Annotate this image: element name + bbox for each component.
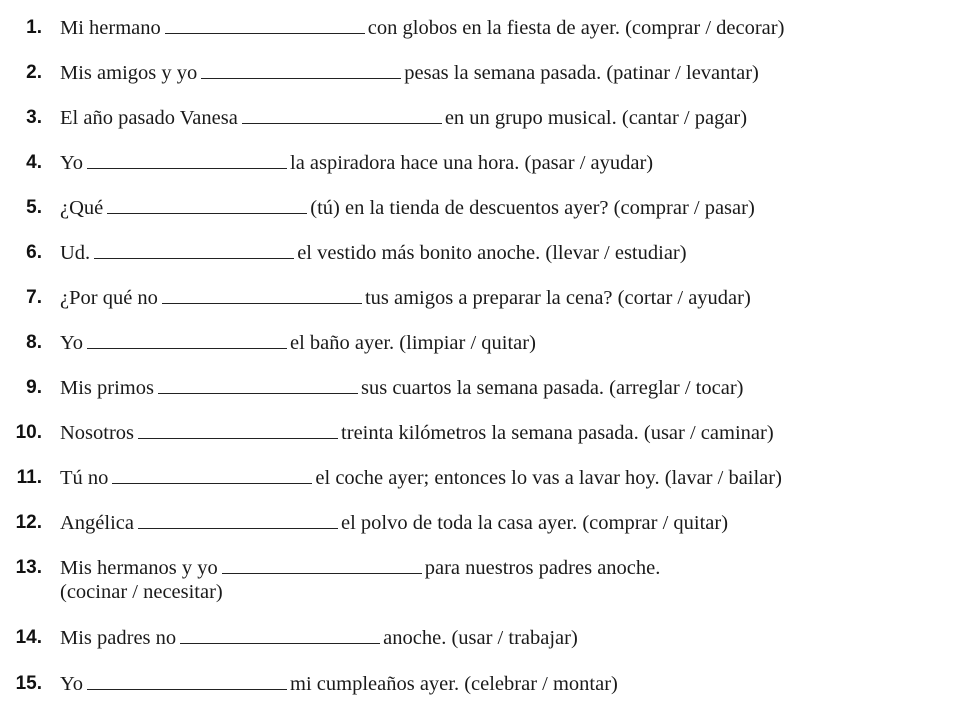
answer-blank[interactable] [87, 672, 287, 690]
item-number: 12. [15, 512, 42, 533]
sentence-end: la aspiradora hace una hora. (pasar / ayudar) [290, 152, 654, 174]
answer-blank[interactable] [201, 61, 401, 79]
sentence-end: anoche. (usar / trabajar) [383, 627, 578, 649]
item-number: 7. [26, 287, 42, 308]
item-sentence [60, 421, 774, 445]
sentence-start: ¿Por qué no [60, 287, 158, 309]
answer-blank[interactable] [112, 466, 312, 484]
sentence-end: mi cumpleaños ayer. (celebrar / montar) [290, 673, 618, 695]
answer-blank[interactable] [222, 556, 422, 574]
answer-blank[interactable] [87, 331, 287, 349]
answer-blank[interactable] [242, 106, 442, 124]
sentence-start: ¿Qué [60, 197, 104, 219]
item-number: 1. [26, 17, 42, 38]
answer-blank[interactable] [94, 241, 294, 259]
item-number: 2. [26, 62, 42, 83]
sentence-start: Mi hermano [60, 17, 161, 39]
item-sentence [60, 286, 751, 310]
item-sentence [60, 331, 536, 355]
sentence-options: (cocinar / necesitar) [60, 581, 223, 603]
answer-blank[interactable] [138, 421, 338, 439]
sentence-end: en un grupo musical. (cantar / pagar) [444, 107, 748, 129]
answer-blank[interactable] [180, 626, 380, 644]
item-sentence [60, 151, 653, 175]
answer-blank[interactable] [87, 151, 287, 169]
item-sentence [60, 672, 618, 696]
answer-blank[interactable] [158, 376, 358, 394]
sentence-end: (tú) en la tienda de descuentos ayer? (comprar / pasar) [310, 197, 755, 219]
sentence-start: Yo [60, 332, 84, 354]
sentence-start: Ud. [60, 242, 91, 264]
item-sentence [60, 241, 687, 265]
answer-blank[interactable] [162, 286, 362, 304]
item-sentence [60, 106, 747, 130]
sentence-start: Angélica [60, 512, 134, 534]
item-number: 13. [15, 557, 42, 578]
sentence-end: tus amigos a preparar la cena? (cortar / ayudar) [364, 287, 751, 309]
item-number: 8. [26, 332, 42, 353]
sentence-end: el vestido más bonito anoche. (llevar / estudiar) [297, 242, 687, 264]
answer-blank[interactable] [138, 511, 338, 529]
item-sentence [60, 16, 784, 40]
answer-blank[interactable] [165, 16, 365, 34]
item-number: 11. [16, 467, 42, 488]
sentence-start: El año pasado Vanesa [60, 107, 238, 129]
sentence-start: Yo [60, 152, 84, 174]
sentence-end: con globos en la fiesta de ayer. (comprar / decorar) [367, 17, 785, 39]
item-number: 15. [15, 673, 42, 694]
sentence-start: Nosotros [60, 422, 135, 444]
item-number: 6. [26, 242, 42, 263]
sentence-start: Mis primos [60, 377, 154, 399]
sentence-start: Tú no [60, 467, 109, 489]
sentence-end: treinta kilómetros la semana pasada. (usar / caminar) [341, 422, 774, 444]
sentence-start: Yo [60, 673, 84, 695]
item-number: 14. [15, 627, 42, 648]
item-number: 9. [26, 377, 42, 398]
item-number: 10. [15, 422, 42, 443]
sentence-start: Mis amigos y yo [60, 62, 198, 84]
item-sentence [60, 196, 755, 220]
item-sentence [60, 61, 759, 85]
sentence-end: el coche ayer; entonces lo vas a lavar hoy. (lavar / bailar) [315, 467, 782, 489]
answer-blank[interactable] [107, 196, 307, 214]
item-number: 3. [26, 107, 42, 128]
sentence-end: sus cuartos la semana pasada. (arreglar / tocar) [360, 377, 744, 399]
sentence-end: el baño ayer. (limpiar / quitar) [290, 332, 536, 354]
sentence-end: pesas la semana pasada. (patinar / levantar) [404, 62, 759, 84]
item-sentence [60, 466, 782, 490]
item-sentence [60, 376, 743, 400]
sentence-end: el polvo de toda la casa ayer. (comprar / quitar) [341, 512, 729, 534]
item-sentence [60, 511, 728, 535]
item-sentence [60, 556, 660, 580]
item-number: 5. [26, 197, 42, 218]
sentence-start: Mis padres no [60, 627, 177, 649]
item-number: 4. [26, 152, 42, 173]
sentence-end: para nuestros padres anoche. [424, 557, 661, 579]
item-sentence [60, 626, 578, 650]
sentence-start: Mis hermanos y yo [60, 557, 218, 579]
